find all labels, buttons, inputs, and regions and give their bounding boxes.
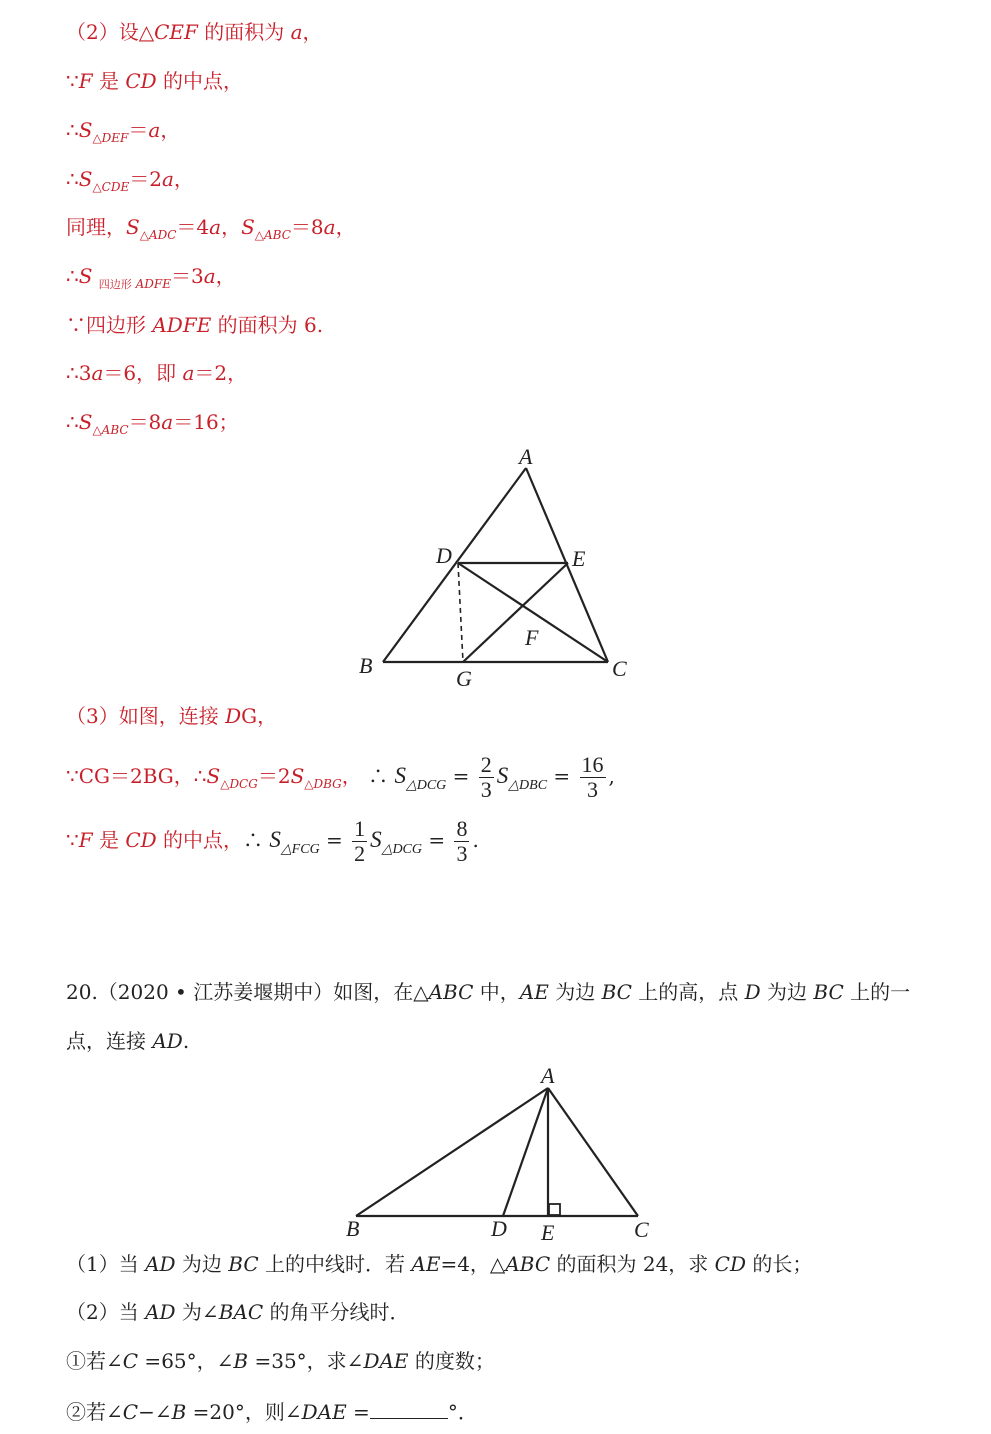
fig1-label-g: G <box>456 666 472 690</box>
figure-triangle-abc-altitude <box>340 1060 660 1245</box>
edge2-ab <box>356 1088 548 1216</box>
edge2-ad <box>503 1088 548 1216</box>
part3-line-1: （3）如图，连接 DG， <box>66 704 278 728</box>
fig1-label-c: C <box>612 656 627 681</box>
part2-line-7: ∵四边形 ADFE 的面积为 6. <box>66 313 324 337</box>
problem20-stem-line-1: 20.（2020 • 江苏姜堰期中）如图，在△ABC 中，AE 为边 BC 上的高，点 D 为边 BC 上的一 <box>66 980 911 1004</box>
problem20-question-2a: ①若∠C =65°，∠B =35°，求∠DAE 的度数； <box>66 1349 495 1373</box>
problem20-question-2b: ②若∠C−∠B =20°，则∠DAE = °． <box>66 1396 478 1426</box>
fig2-label-a: A <box>541 1063 555 1088</box>
part2-line-6: ∴S $_{四边形 ADFE}$＝3a， <box>66 264 236 291</box>
fig1-label-d: D <box>436 543 452 568</box>
part2-line-5: 同理，$S_{\triangle ADC}=4a$，$S_{\triangle ABC}=8a$， <box>66 215 356 242</box>
problem20-question-2: （2）当 AD 为∠BAC 的角平分线时． <box>66 1300 410 1324</box>
part2-line-2: ∵F 是 CD 的中点， <box>66 69 244 93</box>
edge-dg-dashed <box>458 563 463 662</box>
problem20-stem-line-2: 点，连接 AD. <box>66 1029 190 1053</box>
part2-line-8: ∴3a＝6，即 a＝2， <box>66 361 248 385</box>
fig1-label-e: E <box>572 546 586 571</box>
fig2-label-c: C <box>634 1217 649 1242</box>
figure-triangle-abc-dg <box>350 440 650 690</box>
fig2-label-e: E <box>541 1220 555 1245</box>
answer-blank[interactable] <box>370 1396 448 1419</box>
edge-ab <box>383 468 526 662</box>
part2-line-9: $\therefore S_{\triangle ABC}=8a=16$； <box>66 410 239 437</box>
part2-line-1: （2）设△CEF 的面积为 a， <box>66 20 323 44</box>
part2-line-4: $\therefore S_{\triangle CDE}=2a$， <box>66 167 194 194</box>
part3-line-2: ∵CG＝2BG，$\therefore S_{\triangle DCG}=2S_{\triangle DBG}$， ∴ $S_{\triangle DCG}$ = $\frac{2}{3}$ $S_{\triangle DBC}$ = $\frac{16}{3}$ , <box>66 752 615 802</box>
fig2-label-d: D <box>491 1216 507 1241</box>
problem20-question-1: （1）当 AD 为边 BC 上的中线时．若 AE=4，△ABC 的面积为 24，求 CD 的长； <box>66 1252 813 1276</box>
fig2-label-b: B <box>346 1216 360 1241</box>
fig1-label-f: F <box>525 625 539 650</box>
fig1-label-a: A <box>519 444 533 469</box>
part2-line-3: $\therefore S_{\triangle DEF}=a$， <box>66 118 181 145</box>
edge2-ac <box>548 1088 638 1216</box>
right-angle-mark <box>549 1204 560 1215</box>
part3-line-3: ∵F 是 CD 的中点，∴ $S_{\triangle FCG}$ = $\frac{1}{2}$ $S_{\triangle DCG}$ = $\frac{8}{3}$ . <box>66 816 479 866</box>
fig1-label-b: B <box>359 653 373 678</box>
